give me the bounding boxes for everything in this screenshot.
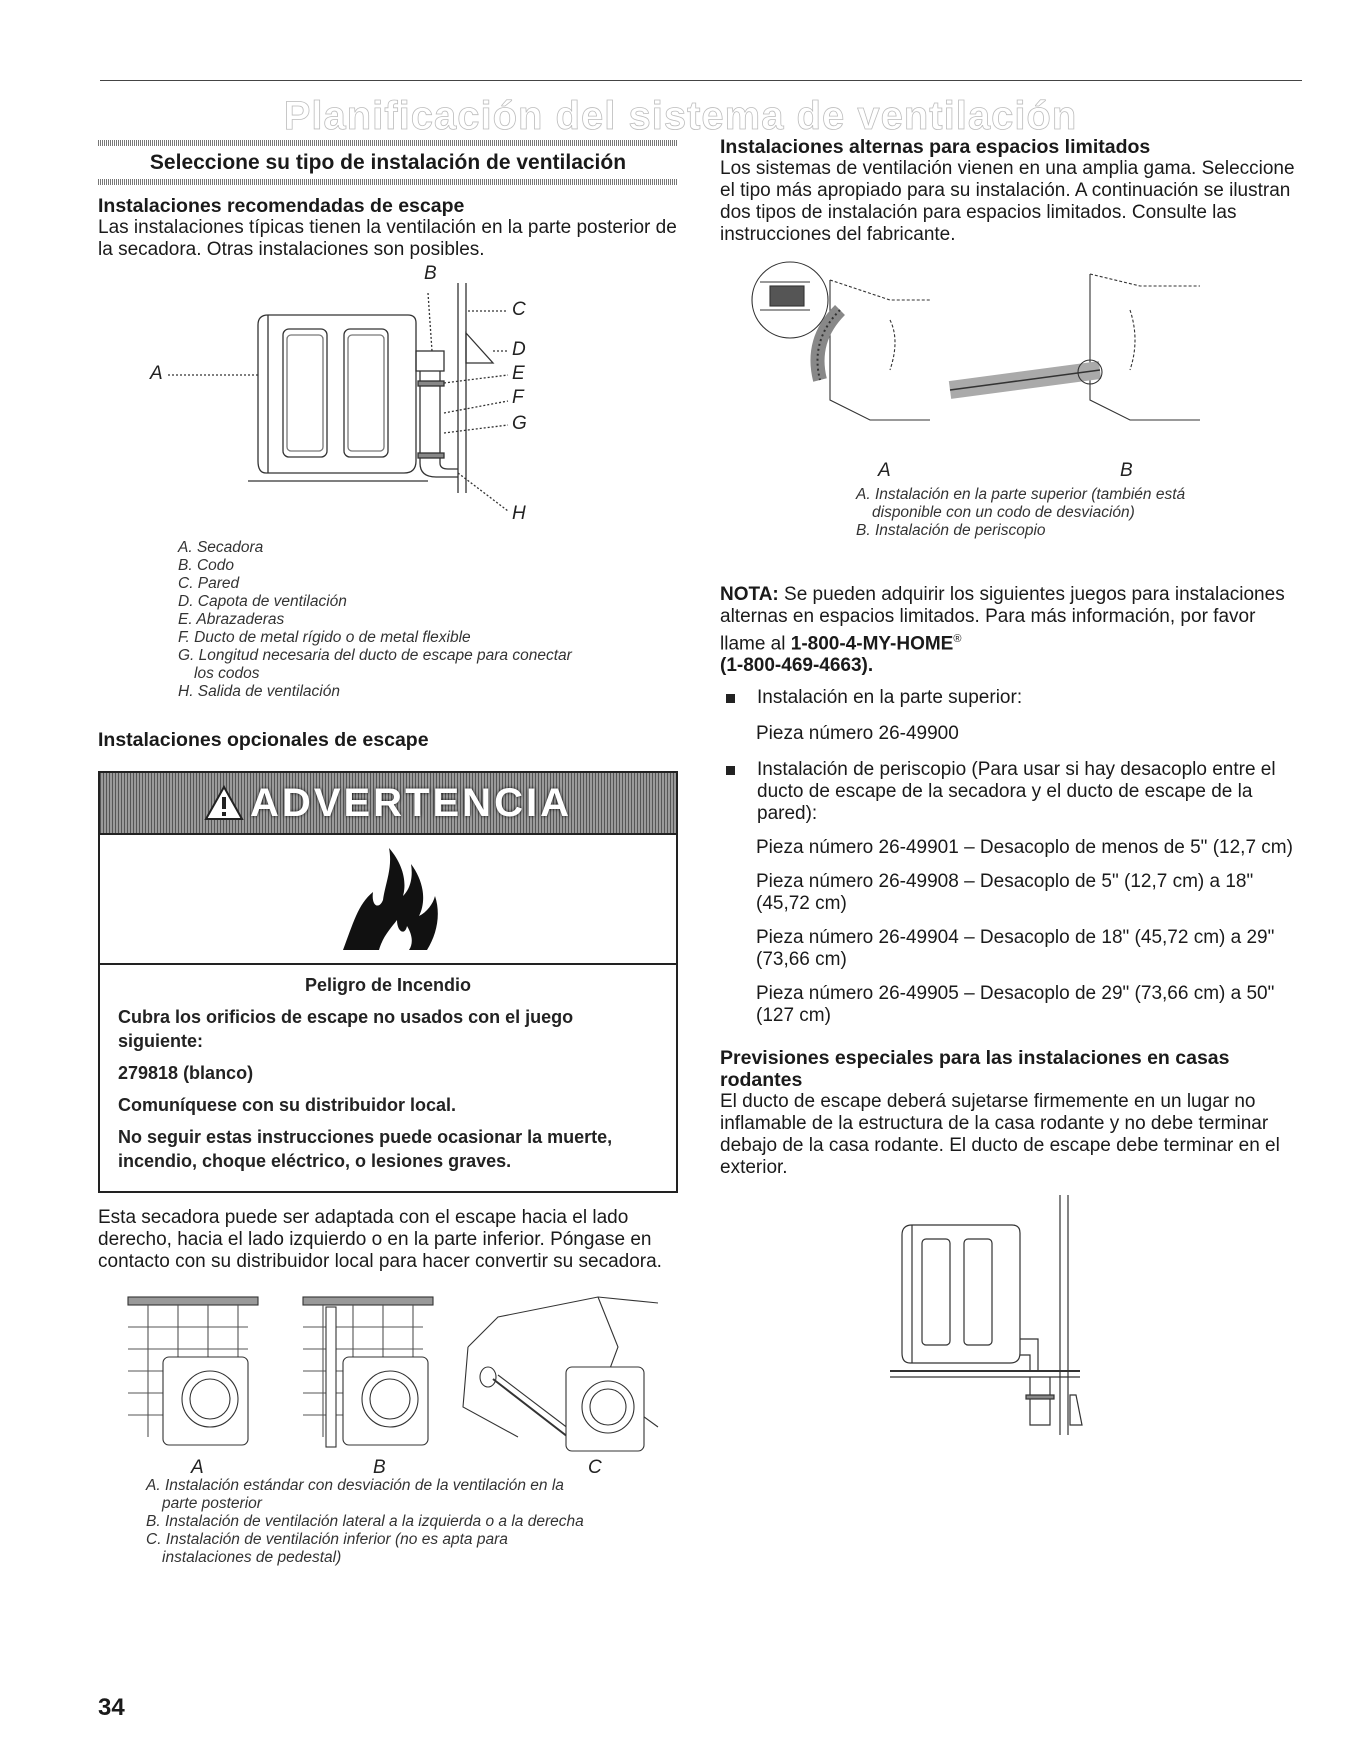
divider [98, 179, 678, 185]
bullet-icon [726, 694, 735, 703]
label-b: B [1120, 460, 1133, 481]
label-e: E [512, 363, 525, 384]
label-d: D [512, 339, 526, 360]
note-label: NOTA: [720, 584, 779, 605]
label-b: B [373, 1457, 386, 1478]
mobile-home-figure [720, 1195, 1300, 1435]
bullet-icon [726, 766, 735, 775]
note-phone: 1-800-4-MY-HOME [790, 633, 954, 655]
section-title: Seleccione su tipo de instalación de ventilación [149, 151, 627, 174]
note-reg: ® [953, 633, 962, 645]
part-number: Pieza número 26-49905 – Desacoplo de 29" (73,66 cm) a 50" (127 cm) [756, 983, 1275, 1027]
caption: B. Instalación de periscopio [856, 522, 1046, 539]
figure1-captions [178, 539, 678, 701]
recommended-heading: Instalaciones recomendadas de escape [98, 195, 465, 217]
caption: A. Instalación estándar con desviación de la ventilación en la [146, 1477, 564, 1494]
part-number: Pieza número 26-49904 – Desacoplo de 18" (45,72 cm) a 29" (73,66 cm) [756, 927, 1275, 971]
list-item [720, 687, 1300, 709]
warning-box [98, 771, 678, 1193]
caption: instalaciones de pedestal) [162, 1549, 342, 1566]
caption: F. Ducto de metal rígido o de metal flexible [178, 629, 471, 646]
part-number: Pieza número 26-49908 – Desacoplo de 5" (12,7 cm) a 18" (45,72 cm) [756, 871, 1254, 915]
warning-label: ADVERTENCIA [250, 780, 572, 825]
label-g: G [512, 413, 527, 434]
right-column [720, 130, 1300, 1435]
exhaust-options-diagram [98, 1287, 678, 1457]
left-column [98, 130, 678, 1567]
mobile-home-diagram [720, 1195, 1300, 1435]
label-c: C [512, 299, 526, 320]
adapt-text: Esta secadora puede ser adaptada con el escape hacia el lado derecho, hacia el lado izquierdo o en la parte inferior. Póngase en contacto con su distribuidor local para hacer convertir su secadora. [98, 1207, 662, 1272]
caption: D. Capota de ventilación [178, 593, 347, 610]
figure3-captions [146, 1477, 678, 1567]
warning-header [100, 773, 676, 833]
note-paragraph [720, 584, 1300, 677]
warning-title: Peligro de Incendio [304, 975, 472, 995]
fire-icon [323, 844, 453, 954]
label-a: A [191, 1457, 204, 1478]
part-number: Pieza número 26-49900 [756, 723, 959, 745]
caption: parte posterior [162, 1495, 262, 1512]
label-h: H [512, 503, 526, 524]
recommended-figure [98, 263, 678, 543]
top-rule [100, 80, 1302, 81]
alternate-figure [720, 260, 1300, 480]
caption: G. Longitud necesaria del ducto de escape para conectar [178, 647, 572, 664]
caption: E. Abrazaderas [178, 611, 285, 628]
caption: C. Instalación de ventilación inferior (no es apta para [146, 1531, 508, 1548]
note-phone-numeric: (1-800-469-4663). [720, 655, 874, 677]
caption: B. Codo [178, 557, 235, 574]
page-title: Planificación del sistema de ventilación [283, 94, 1078, 138]
label-b: B [424, 263, 437, 284]
mobile-home-heading: Previsiones especiales para las instalaciones en casas rodantes [720, 1047, 1230, 1092]
figure2-captions [856, 486, 1300, 540]
label-a: A [878, 460, 891, 481]
caption: disponible con un codo de desviación) [872, 504, 1135, 521]
fire-image [100, 833, 676, 965]
caption: H. Salida de ventilación [178, 683, 340, 700]
label-a: A [150, 363, 163, 384]
warning-triangle-icon [204, 785, 244, 821]
warning-line: No seguir estas instrucciones puede ocasionar la muerte, incendio, choque eléctrico, o lesiones graves. [118, 1127, 613, 1171]
warning-body [100, 965, 676, 1191]
warning-line: Cubra los orificios de escape no usados con el juego siguiente: [118, 1007, 574, 1051]
caption: C. Pared [178, 575, 240, 592]
limited-space-diagram [720, 260, 1300, 460]
optional-figure [98, 1287, 678, 1477]
label-c: C [588, 1457, 602, 1478]
caption: A. Secadora [178, 539, 264, 556]
alternate-heading: Instalaciones alternas para espacios limitados [720, 136, 1151, 158]
caption: A. Instalación en la parte superior (también está [856, 486, 1186, 503]
dryer-vent-diagram [98, 263, 678, 543]
label-f: F [512, 387, 524, 408]
list-item [720, 759, 1300, 825]
alternate-text: Los sistemas de ventilación vienen en una amplia gama. Seleccione el tipo más apropiado para su instalación. A continuación se ilustran dos tipos de instalación para espacios limitados. Consulte las instrucciones del fabricante. [720, 158, 1295, 245]
part-number: Pieza número 26-49901 – Desacoplo de menos de 5" (12,7 cm) [756, 837, 1293, 859]
warning-line: Comuníquese con su distribuidor local. [118, 1095, 457, 1115]
caption: B. Instalación de ventilación lateral a la izquierda o a la derecha [146, 1513, 584, 1530]
list-item-text: Instalación de periscopio (Para usar si hay desacoplo entre el ducto de escape de la secadora y el ducto de escape de la pared): [757, 759, 1276, 825]
recommended-text: Las instalaciones típicas tienen la ventilación en la parte posterior de la secadora. Otras instalaciones son posibles. [98, 217, 677, 260]
kit-list [720, 687, 1300, 1027]
mobile-home-text: El ducto de escape deberá sujetarse firmemente en un lugar no inflamable de la estructura de la casa rodante y no debe terminar debajo de la casa rodante. El ducto de escape debe terminar en el exterior. [720, 1091, 1280, 1179]
warning-line: 279818 (blanco) [118, 1063, 254, 1083]
note-text: Se pueden adquirir los siguientes juegos para instalaciones alternas en espacios limitados. Para más información, por favor llame al [720, 584, 1285, 655]
optional-heading: Instalaciones opcionales de escape [98, 729, 429, 751]
list-item-text: Instalación en la parte superior: [757, 687, 1023, 709]
page-number: 34 [98, 1694, 125, 1721]
caption: los codos [194, 665, 260, 682]
